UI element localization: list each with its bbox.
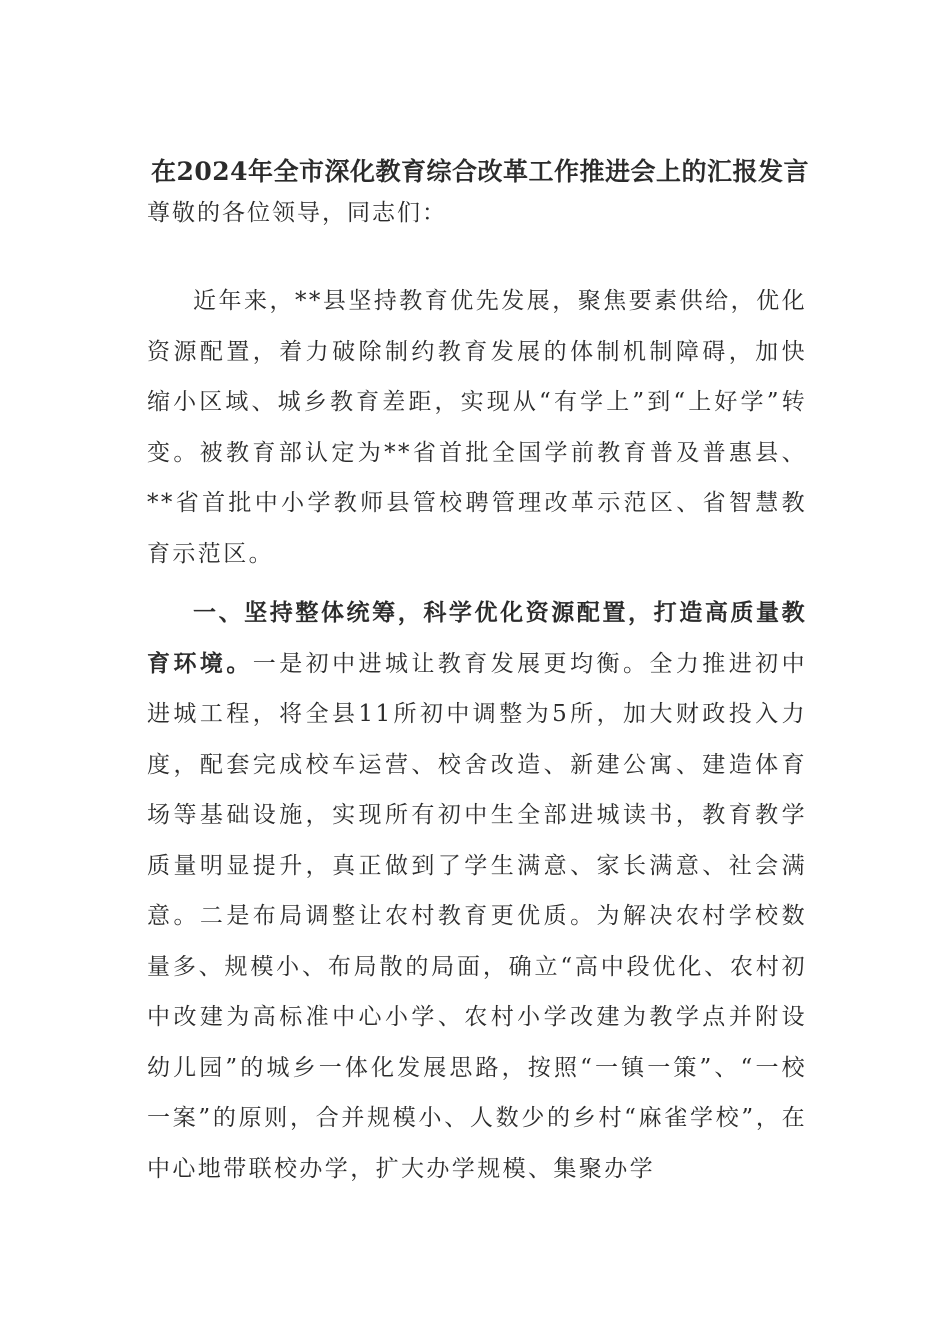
paragraph-intro [147,276,807,579]
document-title: 在2024年全市深化教育综合改革工作推进会上的汇报发言 [150,157,810,186]
section-heading: 一、坚持整体统筹，科学优化资源配置，打造高质量教育环境。 [147,599,807,677]
salutation: 尊敬的各位领导，同志们： [147,200,447,226]
paragraph-section-one [147,588,807,1194]
paragraph-text: 近年来，**县坚持教育优先发展，聚焦要素供给，优化资源配置，着力破除制约教育发展的体制机制障碍，加快缩小区域、城乡教育差距，实现从“有学上”到“上好学”转变。被教育部认定为**省首批全国学前教育普及普惠县、**省首批中小学教师县管校聘管理改革示范区、省智慧教育示范区。 [147,288,807,567]
paragraph-text: 一是初中进城让教育发展更均衡。全力推进初中进城工程，将全县11所初中调整为5所，加大财政投入力度，配套完成校车运营、校舍改造、新建公寓、建造体育场等基础设施，实现所有初中生全部进城读书，教育教学质量明显提升，真正做到了学生满意、家长满意、社会满意。二是布局调整让农村教育更优质。为解决农村学校数量多、规模小、布局散的局面，确立“高中段优化、农村初中改建为高标准中心小学、农村小学改建为教学点并附设幼儿园”的城乡一体化发展思路，按照“一镇一策”、“一校一案”的原则，合并规模小、人数少的乡村“麻雀学校”，在中心地带联校办学，扩大办学规模、集聚办学 [147,650,807,1182]
